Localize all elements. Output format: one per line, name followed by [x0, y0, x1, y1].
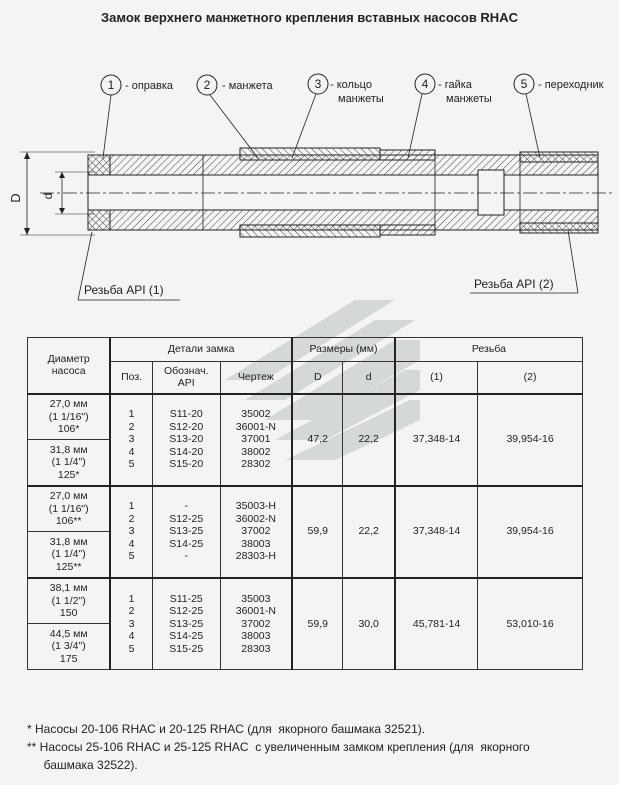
- group-3-d: 30,0: [343, 578, 395, 670]
- callout-4-number: 4: [421, 77, 429, 91]
- callout-3: [292, 74, 384, 158]
- group-3-thread-2: 53,010-16: [478, 578, 583, 670]
- footnote-1: * Насосы 20-106 RHAC и 20-125 RHAC (для якорного башмака 32521).: [27, 722, 426, 736]
- group-3-diameter-a: 38,1 мм (1 1/2") 150: [28, 578, 111, 624]
- callout-1-number: 1: [107, 78, 115, 92]
- group-2-pos: 1 2 3 4 5: [110, 486, 152, 578]
- group-3-pos: 1 2 3 4 5: [110, 578, 152, 670]
- header-D: D: [292, 362, 343, 394]
- header-pos: Поз.: [110, 362, 152, 394]
- group-1-api: S11-20 S12-20 S13-20 S14-20 S15-20: [152, 394, 220, 486]
- group-3-diameter-b: 44,5 мм (1 3/4") 175: [28, 624, 111, 670]
- group-2-thread-2: 39,954-16: [478, 486, 583, 578]
- group-2-api: - S12-25 S13-25 S14-25 -: [152, 486, 220, 578]
- group-1-D: 47,2: [292, 394, 343, 486]
- header-lock-parts: Детали замка: [110, 338, 292, 362]
- callout-4-label-line2: манжеты: [446, 93, 492, 105]
- group-1-drawing: 35002 36001-N 37001 38002 28302: [220, 394, 292, 486]
- header-thread-1: (1): [395, 362, 478, 394]
- header-thread-2: (2): [478, 362, 583, 394]
- thread-api-2-label: Резьба API (2): [474, 277, 554, 291]
- callout-1: [101, 75, 174, 158]
- callout-4-label-line1: - гайка: [438, 79, 472, 91]
- group-2-D: 59,9: [292, 486, 343, 578]
- thread-api-1: [78, 232, 180, 300]
- group-1-diameter-a: 27,0 мм (1 1/16") 106*: [28, 394, 111, 440]
- header-sizes: Размеры (мм): [292, 338, 395, 362]
- callout-2-number: 2: [203, 78, 211, 92]
- header-drawing: Чертеж: [220, 362, 292, 394]
- thread-api-1-label: Резьба API (1): [84, 283, 164, 297]
- group-1-thread-1: 37,348-14: [395, 394, 478, 486]
- group-2-diameter-a: 27,0 мм (1 1/16") 106**: [28, 486, 111, 532]
- callout-4: [408, 74, 492, 158]
- group-2-diameter-b: 31,8 мм (1 1/4") 125**: [28, 532, 111, 578]
- callout-1-label: - оправка: [125, 80, 174, 92]
- group-3-thread-1: 45,781-14: [395, 578, 478, 670]
- callout-2: [197, 75, 273, 158]
- header-api: Обознач. API: [152, 362, 220, 394]
- footnotes: [27, 720, 530, 774]
- dimension-D-label: D: [8, 193, 23, 203]
- spec-table: [27, 337, 583, 670]
- group-1-thread-2: 39,954-16: [478, 394, 583, 486]
- header-thread: Резьба: [395, 338, 583, 362]
- group-1-pos: 1 2 3 4 5: [110, 394, 152, 486]
- lock-assembly: [40, 148, 612, 237]
- dimension-d-label: d: [41, 192, 55, 200]
- callout-3-label-line2: манжеты: [338, 93, 384, 105]
- group-1-diameter-b: 31,8 мм (1 1/4") 125*: [28, 440, 111, 486]
- footnote-2-cont: башмака 32522).: [27, 758, 138, 772]
- group-1-d: 22,2: [343, 394, 395, 486]
- callout-3-label-line1: - кольцо: [330, 79, 372, 91]
- callout-5-label: - переходник: [538, 79, 604, 91]
- group-2-thread-1: 37,348-14: [395, 486, 478, 578]
- callout-5-number: 5: [520, 77, 528, 91]
- header-pump-diameter: Диаметр насоса: [28, 338, 111, 394]
- callout-3-number: 3: [314, 77, 322, 91]
- page-title: Замок верхнего манжетного крепления вставных насосов RHAC: [101, 10, 518, 25]
- assembly-drawing: [0, 0, 619, 330]
- header-d: d: [343, 362, 395, 394]
- callout-5: [514, 74, 604, 158]
- callout-2-label: - манжета: [222, 80, 273, 92]
- group-2-d: 22,2: [343, 486, 395, 578]
- group-3-drawing: 35003 36001-N 37002 38003 28303: [220, 578, 292, 670]
- group-2-drawing: 35003-H 36002-N 37002 38003 28303-H: [220, 486, 292, 578]
- footnote-2: ** Насосы 25-106 RHAC и 25-125 RHAC с увеличенным замком крепления (для якорного: [27, 740, 530, 754]
- group-3-D: 59,9: [292, 578, 343, 670]
- thread-api-2: [470, 230, 578, 293]
- group-3-api: S11-25 S12-25 S13-25 S14-25 S15-25: [152, 578, 220, 670]
